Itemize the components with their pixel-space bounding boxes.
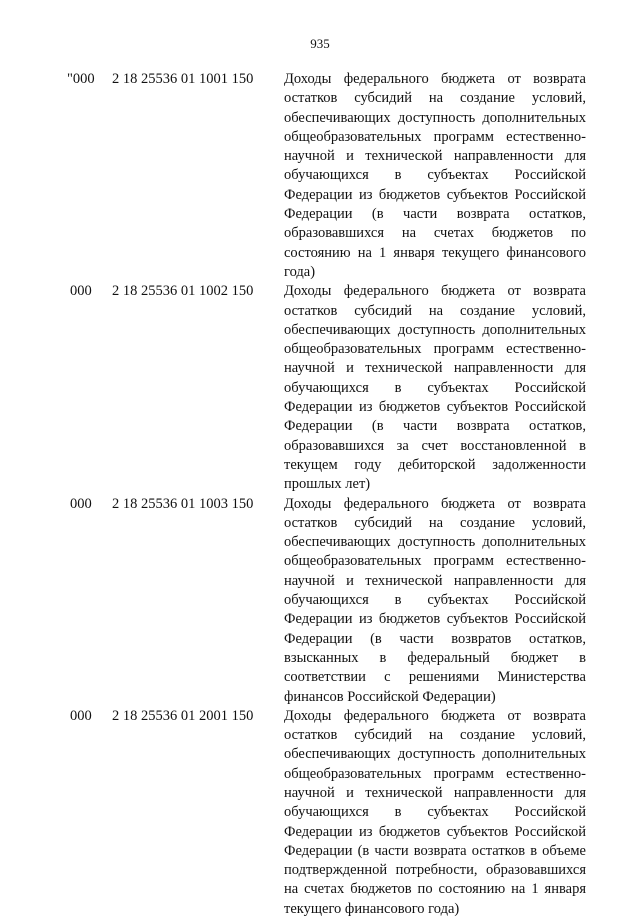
budget-classification-code: 2 18 25536 01 1002 150 bbox=[112, 283, 254, 300]
description-line: научной и технической направленности для bbox=[284, 360, 586, 377]
description-line: Федерации (в части возвратов остатков, bbox=[284, 630, 586, 647]
budget-entry bbox=[0, 70, 640, 282]
description-line: соответствии с решениями Министерства bbox=[284, 669, 586, 686]
description-line: обеспечивающих доступность дополнительных bbox=[284, 534, 586, 551]
description-line: остатков субсидий на создание условий, bbox=[284, 514, 586, 531]
budget-entry bbox=[0, 707, 640, 919]
description-line: научной и технической направленности для bbox=[284, 572, 586, 589]
description-line: прошлых лет) bbox=[284, 476, 371, 493]
administrator-code: "000 bbox=[67, 71, 95, 87]
administrator-code: 000 bbox=[70, 283, 92, 300]
description-line: взысканных в федеральный бюджет в bbox=[284, 649, 586, 666]
description-line: обучающихся в субъектах Российской bbox=[284, 592, 586, 609]
description-line: образовавшихся за счет восстановленной в bbox=[284, 437, 586, 454]
description-line: общеобразовательных программ естественно- bbox=[284, 341, 586, 358]
description-line: обучающихся в субъектах Российской bbox=[284, 379, 586, 396]
description-line: Доходы федерального бюджета от возврата bbox=[284, 283, 586, 300]
administrator-code: 000 bbox=[70, 707, 92, 724]
description-line: обеспечивающих доступность дополнительных bbox=[284, 321, 586, 338]
description-line: Федерации (в части возврата остатков, bbox=[284, 418, 586, 435]
description-line: остатков субсидий на создание условий, bbox=[284, 90, 586, 107]
description-line: Федерации (в части возврата остатков, bbox=[284, 206, 586, 223]
description-line: финансов Российской Федерации) bbox=[284, 688, 496, 705]
description-line: Федерации из бюджетов субъектов Российской bbox=[284, 823, 586, 840]
description-line: Доходы федерального бюджета от возврата bbox=[284, 707, 586, 724]
description-line: Доходы федерального бюджета от возврата bbox=[284, 495, 586, 512]
budget-entry bbox=[0, 282, 640, 494]
description-line: состоянию на 1 января текущего финансового bbox=[284, 244, 586, 261]
description-line: Федерации из бюджетов субъектов Российской bbox=[284, 399, 586, 416]
description-line: обеспечивающих доступность дополнительных bbox=[284, 109, 586, 126]
description-line: научной и технической направленности для bbox=[284, 784, 586, 801]
description-line: остатков субсидий на создание условий, bbox=[284, 302, 586, 319]
description-line: текущего финансового года) bbox=[284, 900, 460, 917]
budget-classification-code: 2 18 25536 01 1001 150 bbox=[112, 71, 254, 87]
description-line: Доходы федерального бюджета от возврата bbox=[284, 71, 586, 87]
administrator-code: 000 bbox=[70, 495, 92, 512]
income-description bbox=[284, 495, 586, 707]
description-line: общеобразовательных программ естественно- bbox=[284, 553, 586, 570]
description-line: Федерации из бюджетов субъектов Российской bbox=[284, 611, 586, 628]
description-line: обучающихся в субъектах Российской bbox=[284, 167, 586, 184]
description-line: общеобразовательных программ естественно- bbox=[284, 765, 586, 782]
description-line: остатков субсидий на создание условий, bbox=[284, 727, 586, 744]
description-line: образовавшихся на счетах бюджетов по bbox=[284, 225, 586, 242]
description-line: года) bbox=[284, 263, 316, 280]
description-line: обучающихся в субъектах Российской bbox=[284, 804, 586, 821]
description-line: подтвержденной потребности, образовавшихся bbox=[284, 862, 586, 879]
budget-classification-code: 2 18 25536 01 1003 150 bbox=[112, 495, 254, 512]
budget-code-list bbox=[0, 70, 640, 919]
description-line: научной и технической направленности для bbox=[284, 148, 586, 165]
description-line: на счетах бюджетов по состоянию на 1 января bbox=[284, 881, 586, 898]
page-number: 935 bbox=[310, 36, 330, 51]
description-line: обеспечивающих доступность дополнительных bbox=[284, 746, 586, 763]
income-description bbox=[284, 282, 586, 494]
income-description bbox=[284, 707, 586, 919]
description-line: Федерации из бюджетов субъектов Российской bbox=[284, 186, 586, 203]
description-line: Федерации (в части возврата остатков в объеме bbox=[284, 842, 586, 859]
budget-entry bbox=[0, 495, 640, 707]
budget-classification-code: 2 18 25536 01 2001 150 bbox=[112, 707, 254, 724]
income-description bbox=[284, 70, 586, 282]
description-line: общеобразовательных программ естественно- bbox=[284, 128, 586, 145]
description-line: текущем году дебиторской задолженности bbox=[284, 456, 586, 473]
